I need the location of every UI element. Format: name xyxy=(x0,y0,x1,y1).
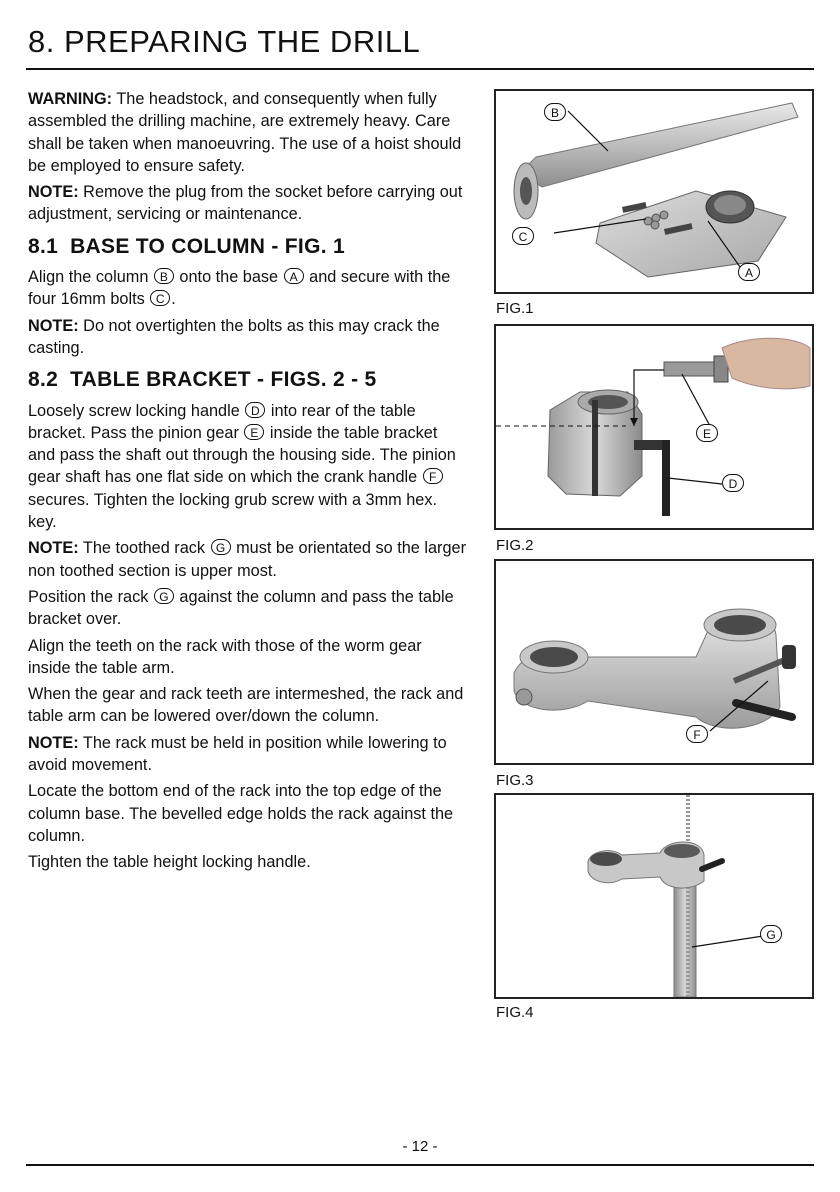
column-and-base-illustration xyxy=(496,91,812,292)
figure-3-image xyxy=(494,559,814,765)
note-text: Do not overtighten the bolts as this may crack the casting. xyxy=(28,316,440,357)
text-run: onto the base xyxy=(174,268,283,287)
text-run: inside the table bracket and pass the shaft out through the housing side. The pinion gear shaft has one flat side on which the crank handle xyxy=(28,423,456,487)
text-run: must be orientated so the larger non toothed section is upper most. xyxy=(28,539,466,580)
ref-c: C xyxy=(150,290,170,306)
warning-text: The headstock, and consequently when fully assembled the drilling machine, are extremely heavy. Care shall be taken when manoeuvring. The use of a hoist should be employed to ensure safety. xyxy=(28,90,462,175)
callout-d: D xyxy=(722,474,744,492)
callout-c: C xyxy=(512,227,534,245)
note-label: NOTE: xyxy=(28,733,79,752)
ref-b: B xyxy=(154,268,174,284)
text-run: secures. Tighten the locking grub screw with a 3mm hex. key. xyxy=(28,490,438,532)
section-8-2-paragraph-4: When the gear and rack teeth are intermeshed, the rack and table arm can be lowered over/down the column. xyxy=(28,685,464,726)
section-8-1-heading xyxy=(28,236,468,258)
callout-b: B xyxy=(544,103,566,121)
note-plug-paragraph xyxy=(28,181,468,226)
text-run: The toothed rack xyxy=(78,539,210,558)
ref-f: F xyxy=(423,468,443,484)
callout-g: G xyxy=(760,925,782,943)
page-title: 8. PREPARING THE DRILL xyxy=(28,24,421,59)
page-number: - 12 - xyxy=(402,1138,438,1155)
ref-a: A xyxy=(284,268,304,284)
callout-f: F xyxy=(686,725,708,743)
text-run: and secure with the four 16mm bolts xyxy=(28,268,451,309)
figure-2-image xyxy=(494,324,814,530)
text-run: Loosely screw locking handle xyxy=(28,401,245,420)
section-number: 8.1 xyxy=(28,234,59,258)
main-text-column xyxy=(28,88,468,878)
section-8-2-paragraph-2 xyxy=(28,586,468,631)
section-8-1-paragraph xyxy=(28,266,468,311)
ref-g: G xyxy=(154,588,174,604)
figure-2-caption: FIG.2 xyxy=(496,537,534,554)
warning-label: WARNING: xyxy=(28,90,113,108)
section-8-2-heading xyxy=(28,369,468,391)
ref-e: E xyxy=(244,424,264,440)
figure-3-caption: FIG.3 xyxy=(496,772,534,789)
warning-paragraph xyxy=(28,88,468,177)
section-number: 8.2 xyxy=(28,368,59,392)
footer-rule xyxy=(26,1164,814,1166)
section-8-2-paragraph-1 xyxy=(28,400,468,534)
note-text: The rack must be held in position while lowering to avoid movement. xyxy=(28,733,447,775)
section-8-1-note xyxy=(28,315,468,360)
figure-4-image xyxy=(494,793,814,999)
table-bracket-illustration xyxy=(496,561,812,763)
text-run: Align the column xyxy=(28,268,153,287)
section-8-2-note-1 xyxy=(28,537,468,582)
section-8-2-paragraph-3: Align the teeth on the rack with those of the worm gear inside the table arm. xyxy=(28,636,422,677)
section-8-2-paragraph-5: Locate the bottom end of the rack into the top edge of the column base. The bevelled edge holds the rack against the column. xyxy=(28,782,454,845)
text-run: into rear of the table bracket. Pass the pinion gear xyxy=(28,401,416,442)
section-title: TABLE BRACKET - FIGS. 2 - 5 xyxy=(70,368,377,392)
note-label: NOTE: xyxy=(28,183,79,202)
pinion-gear-illustration xyxy=(496,326,812,528)
section-8-2-note-2 xyxy=(28,732,468,777)
note-text: Remove the plug from the socket before carrying out adjustment, servicing or maintenance. xyxy=(28,183,463,224)
figure-4-caption: FIG.4 xyxy=(496,1004,534,1021)
rack-on-column-illustration xyxy=(496,795,812,997)
text-run: Position the rack xyxy=(28,587,153,606)
section-8-2-paragraph-6: Tighten the table height locking handle. xyxy=(28,853,311,872)
section-title: BASE TO COLUMN - FIG. 1 xyxy=(70,234,345,258)
ref-d: D xyxy=(245,402,265,418)
note-label: NOTE: xyxy=(28,316,79,335)
ref-g: G xyxy=(211,539,231,555)
text-run: against the column and pass the table bracket over. xyxy=(28,587,454,629)
figure-1-image xyxy=(494,89,814,294)
header-rule xyxy=(26,68,814,70)
text-run: . xyxy=(171,290,176,309)
note-label: NOTE: xyxy=(28,539,79,558)
figure-1-caption: FIG.1 xyxy=(496,300,534,317)
callout-a: A xyxy=(738,263,760,281)
callout-e: E xyxy=(696,424,718,442)
